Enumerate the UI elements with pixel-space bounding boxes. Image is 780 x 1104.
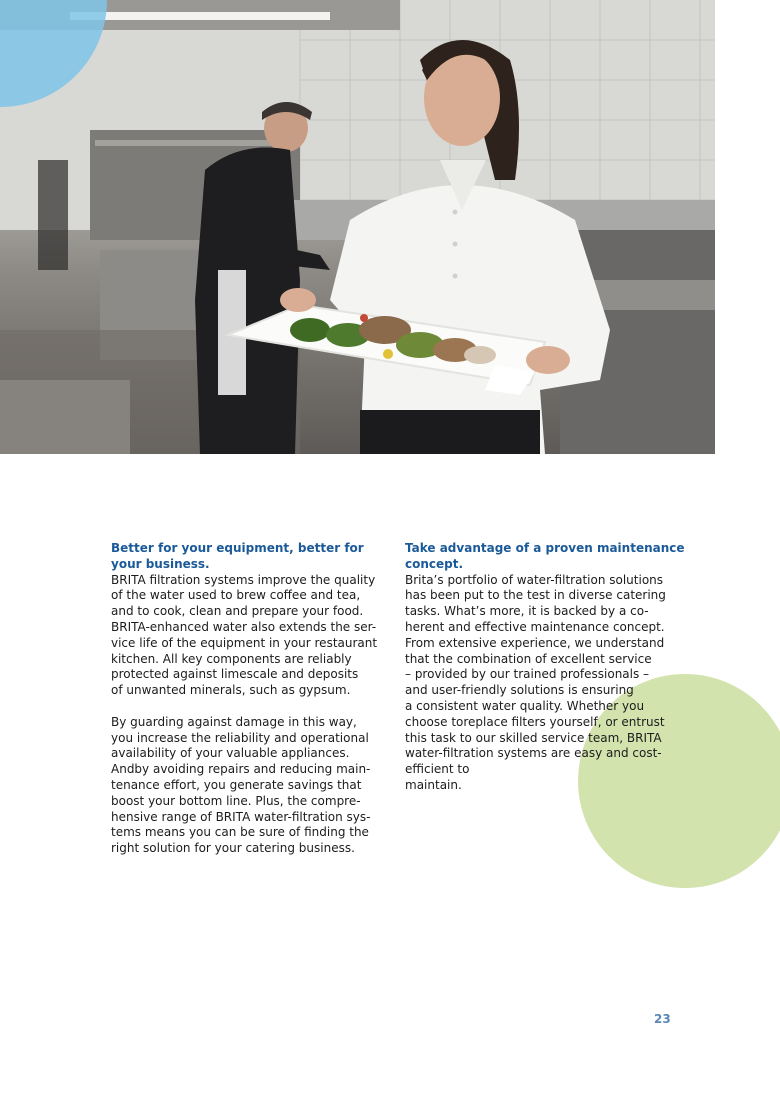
text-line: maintain. xyxy=(405,777,462,792)
text-line: you increase the reliability and operational xyxy=(111,730,369,745)
text-line: and user-friendly solutions is ensuring xyxy=(405,683,634,698)
text-line: hensive range of BRITA water-filtration sys- xyxy=(111,809,371,824)
text-line: BRITA-enhanced water also extends the ser- xyxy=(111,619,377,634)
text-line: efficient to xyxy=(405,762,470,777)
text-line: has been put to the test in diverse catering xyxy=(405,588,666,603)
left-column xyxy=(111,541,376,857)
text-line: herent and effective maintenance concept. xyxy=(405,619,665,634)
left-heading xyxy=(111,541,376,573)
text-line: a consistent water quality. Whether you xyxy=(405,698,645,713)
text-line: and to cook, clean and prepare your food. xyxy=(111,604,364,619)
text-line: protected against limescale and deposits xyxy=(111,667,359,682)
left-paragraph-2 xyxy=(111,715,376,857)
left-paragraph-1 xyxy=(111,573,376,699)
text-line: kitchen. All key components are reliably xyxy=(111,651,352,666)
text-line: From extensive experience, we understand xyxy=(405,635,665,650)
page-number: 23 xyxy=(654,1012,671,1026)
text-line: – provided by our trained professionals – xyxy=(405,667,650,682)
right-column xyxy=(405,541,685,794)
left-heading-line: Better for your equipment, better for xyxy=(111,541,364,555)
text-line: tasks. What’s more, it is backed by a co- xyxy=(405,604,649,619)
text-line: availability of your valuable appliances. xyxy=(111,746,350,761)
text-line: of unwanted minerals, such as gypsum. xyxy=(111,683,351,698)
text-line: boost your bottom line. Plus, the compre- xyxy=(111,793,361,808)
kitchen-illustration xyxy=(0,0,715,454)
right-heading-line: Take advantage of a proven maintenance xyxy=(405,541,685,555)
text-line: of the water used to brew coffee and tea, xyxy=(111,588,361,603)
text-line: Brita’s portfolio of water-filtration solutions xyxy=(405,572,664,587)
right-heading xyxy=(405,541,685,573)
text-line: By guarding against damage in this way, xyxy=(111,714,357,729)
text-line: water-filtration systems are easy and cost- xyxy=(405,746,662,761)
text-line: this task to our skilled service team, BRITA xyxy=(405,730,662,745)
kitchen-photo xyxy=(0,0,715,454)
text-line: right solution for your catering business. xyxy=(111,841,355,856)
text-line: choose toreplace filters yourself, or entrust xyxy=(405,714,665,729)
text-line: Andby avoiding repairs and reducing main- xyxy=(111,762,371,777)
text-line: BRITA filtration systems improve the quality xyxy=(111,572,376,587)
left-heading-line: your business. xyxy=(111,556,210,571)
text-line: tems means you can be sure of finding the xyxy=(111,825,369,840)
right-heading-line: concept. xyxy=(405,556,464,571)
text-line: that the combination of excellent service xyxy=(405,651,652,666)
text-line: tenance effort, you generate savings that xyxy=(111,777,362,792)
right-paragraph-1 xyxy=(405,573,665,794)
text-line: vice life of the equipment in your restaurant xyxy=(111,635,378,650)
